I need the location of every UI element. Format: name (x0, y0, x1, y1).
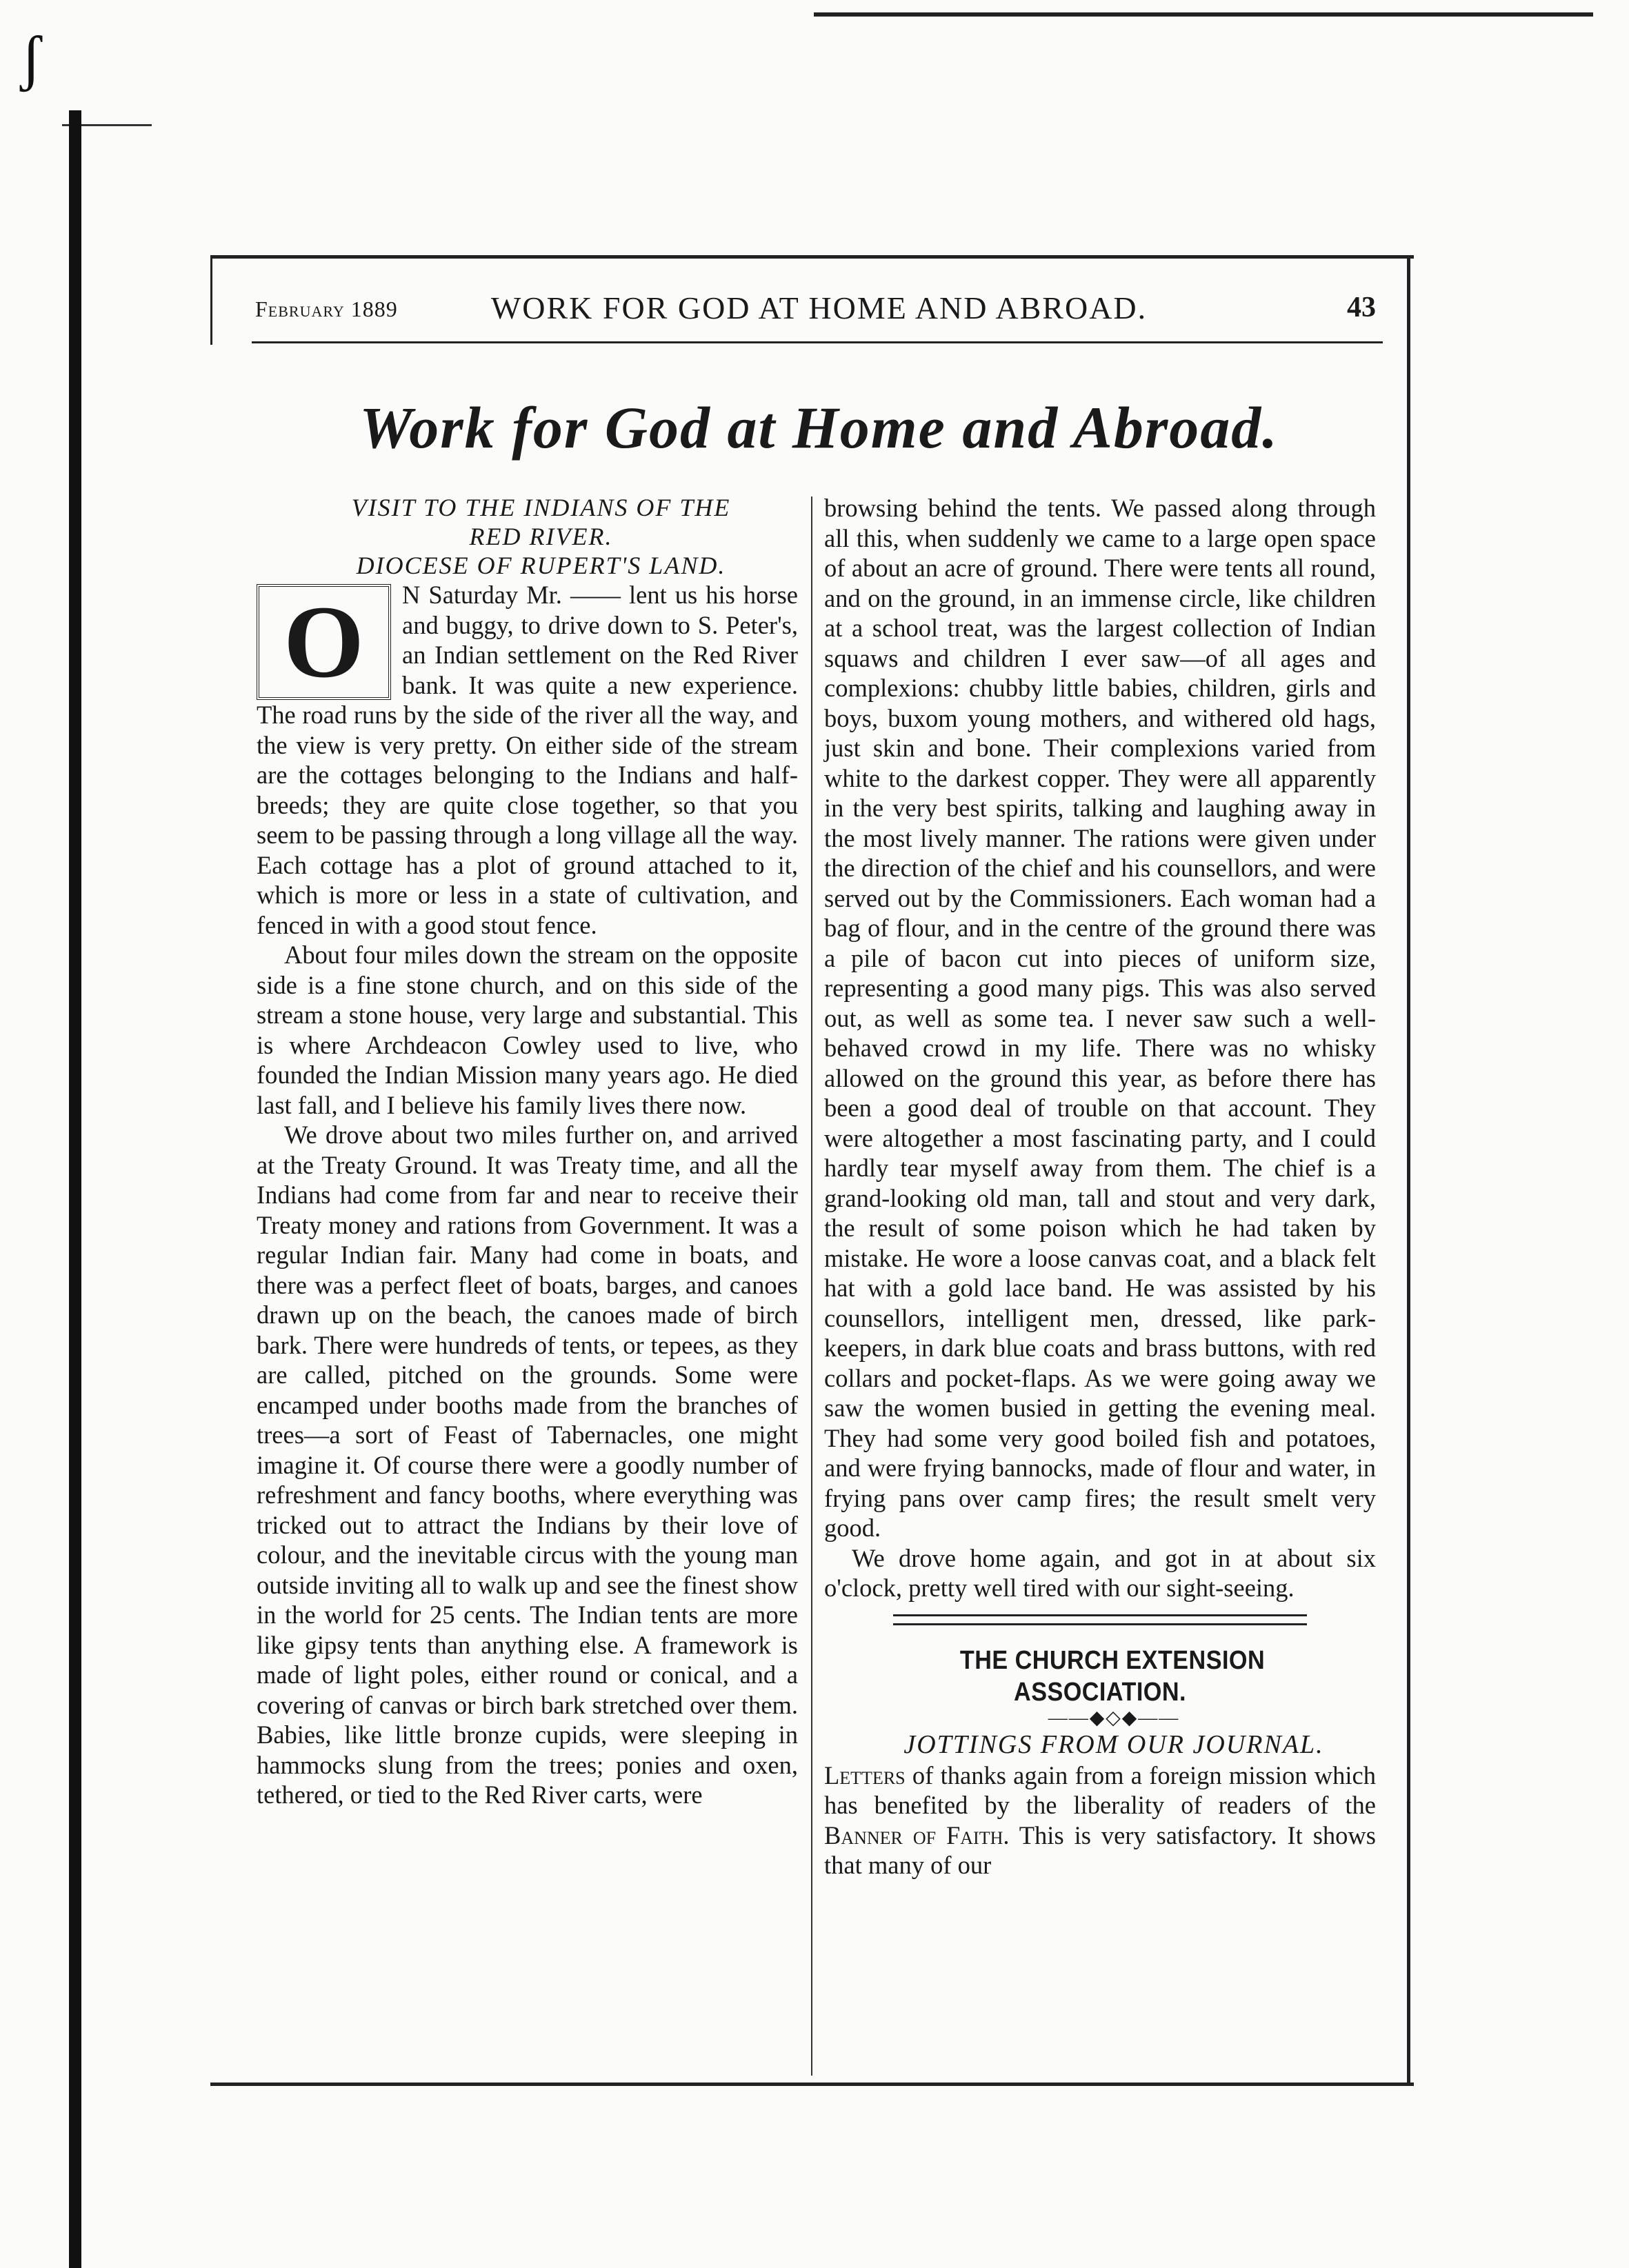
drop-cap-ornament (257, 584, 391, 700)
frame-bottom-rule (210, 2083, 1414, 2086)
paragraph-1-text: N Saturday Mr. —— lent us his horse and buggy, to drive down to S. Peter's, an Indian settlement on the Red River bank. It was quite a new experience. The road runs by the side of the river all the way, and the view is very pretty. On either side of the stream are the cottages belonging to the Indians and half-breeds; they are quite close together, so that you seem to be passing through a long village all the way. Each cottage has a plot of ground attached to it, which is more or less in a state of cultivation, and fenced in with a good stout fence. (257, 581, 798, 939)
paragraph-1 (257, 580, 798, 940)
section-heading: THE CHURCH EXTENSION ASSOCIATION. (959, 1645, 1266, 1707)
article-title-line3: DIOCESE OF RUPERT'S LAND. (356, 552, 726, 579)
paragraph-4: We drove home again, and got in at about six o'clock, pretty well tired with our sight-seeing. (824, 1543, 1376, 1602)
article-title-line2: RED RIVER. (469, 523, 613, 550)
paragraph-3: We drove about two miles further on, and arrived at the Treaty Ground. It was Treaty time, and all the Indians had come from far and near to receive their Treaty money and rations from Government. It was a regular Indian fair. Many had come in boats, and there was a perfect fleet of boats, barges, and canoes drawn up on the beach, the canoes made of birch bark. There were hundreds of tents, or tepees, as they are called, pitched on the grounds. Some were encamped under booths made from the branches of trees—a sort of Feast of Tabernacles, one might imagine it. Of course there were a goodly number of refreshment and fancy booths, where everything was tricked out to attract the Indians by their love of colour, and the inevitable circus with the young man outside inviting all to walk up and see the finest show in the world for 25 cents. The Indian tents are more like gipsy tents than anything else. A framework is made of light poles, either round or conical, and a covering of canvas or birch bark stretched over them. Babies, like little bronze cupids, were sleeping in hammocks slung from the trees; ponies and oxen, tethered, or tied to the Red River carts, were (257, 1121, 798, 1809)
section-double-rule (893, 1614, 1307, 1625)
section-ornament: ——◆◇◆—— (1048, 1707, 1180, 1729)
frame-left-rule (210, 255, 212, 345)
column-divider (811, 496, 812, 2076)
lead-word: Letters (824, 1760, 906, 1789)
header-rule (252, 341, 1383, 343)
page-number: 43 (1347, 292, 1376, 323)
paragraph-2: About four miles down the stream on the opposite side is a fine stone church, and on this side of the stream a stone house, very large and substantial. This is where Archdeacon Cowley used to live, who founded the Indian Mission many years ago. He died last fall, and I believe his family lives there now. (257, 941, 798, 1119)
banner-of-faith: Banner of Faith (824, 1820, 1003, 1849)
scan-corner-mark: ʃ (21, 24, 41, 92)
frame-top-rule (210, 255, 1414, 259)
running-header (255, 290, 1383, 345)
article-title-line1: VISIT TO THE INDIANS OF THE (351, 494, 731, 521)
section-text-b: . This is very satisfactory. It shows that many of our (824, 1820, 1376, 1879)
header-date: February 1889 (255, 297, 398, 321)
column-left (257, 493, 798, 1810)
scan-binding-edge (69, 110, 81, 2268)
section-subheading: JOTTINGS FROM OUR JOURNAL. (903, 1729, 1324, 1759)
scan-top-edge (814, 12, 1593, 17)
header-running-title: WORK FOR GOD AT HOME AND ABROAD. (490, 290, 1148, 325)
section-paragraph-1 (824, 1760, 1376, 1880)
page-title: Work for God at Home and Abroad. (359, 394, 1279, 461)
column-right (824, 493, 1376, 1880)
section-text-a: of thanks again from a foreign mission which has benefited by the liberality of readers of the (824, 1760, 1376, 1819)
frame-right-rule (1407, 255, 1410, 2086)
drop-cap: O (283, 585, 364, 699)
paragraph-3-continued: browsing behind the tents. We passed along through all this, when suddenly we came to a large open space of about an acre of ground. There were tents all round, and on the ground, in an immense circle, like children at a school treat, was the largest collection of Indian squaws and children I ever saw—of all ages and complexions: chubby little babies, children, girls and boys, buxom young mothers, and withered old hags, just skin and bone. Their complexions varied from white to the darkest copper. They were all apparently in the very best spirits, talking and laughing away in the most lively manner. The rations were given under the direction of the chief and his counsellors, and were served out by the Commissioners. Each woman had a bag of flour, and in the centre of the ground there was a pile of bacon cut into pieces of uniform size, representing a good many pigs. This was also served out, as well as some tea. I never saw such a well-behaved crowd in my life. There was no whisky allowed on the ground this year, as before there has been a good deal of trouble on that account. They were altogether a most fascinating party, and I could hardly tear myself away from them. The chief is a grand-looking old man, tall and stout and very dark, the result of some poison which he had taken by mistake. He wore a loose canvas coat, and a black felt hat with a gold lace band. He was assisted by his counsellors, intelligent men, dressed, like park-keepers, in dark blue coats and brass buttons, with red collars and pocket-flaps. As we were going away we saw the women busied in getting the evening meal. They had some very good boiled fish and potatoes, and were frying bannocks, made of flour and water, in frying pans over camp fires; the result smelt very good. (824, 494, 1376, 1542)
